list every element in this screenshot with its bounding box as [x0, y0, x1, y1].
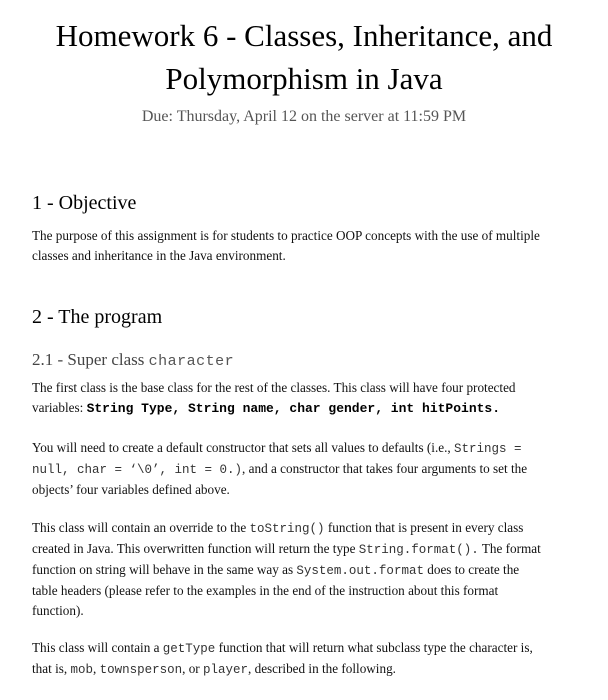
base-class-paragraph	[32, 378, 592, 419]
tostring-suffix-3: does to create the	[423, 562, 520, 577]
objective-paragraph	[32, 226, 592, 266]
objective-line-2: classes and inheritance in the Java environment.	[32, 248, 286, 263]
constructor-code-1: Strings =	[454, 442, 522, 456]
constructor-text-2: , and a constructor that takes four arguments to set the	[242, 461, 528, 476]
tostring-code-2: String.format().	[358, 543, 479, 557]
constructor-line-1	[32, 438, 592, 459]
gettype-suffix-2: , described in the following.	[248, 661, 396, 676]
title-line-2: Polymorphism in Java	[165, 61, 443, 96]
constructor-text-1: You will need to create a default constructor that sets all values to defaults (i.e.,	[32, 440, 454, 455]
section-heading-program: 2 - The program	[32, 306, 163, 328]
subsection-prefix: 2.1 - Super class	[32, 350, 149, 369]
page-title	[0, 14, 608, 100]
tostring-code-1: toString()	[249, 522, 325, 536]
gettype-paragraph	[32, 638, 592, 680]
gettype-sep-1: ,	[92, 661, 100, 676]
variables-label: variables:	[32, 400, 87, 415]
constructor-line-3: objects’ four variables defined above.	[32, 482, 230, 497]
constructor-line-2	[32, 459, 592, 480]
gettype-text-2: that is,	[32, 661, 71, 676]
tostring-suffix-2: The format	[478, 541, 541, 556]
tostring-line-3	[32, 560, 592, 581]
mob-code: mob	[70, 663, 93, 677]
tostring-line-2	[32, 539, 592, 560]
base-class-line-2	[32, 398, 592, 419]
tostring-paragraph	[32, 518, 592, 621]
gettype-code: getType	[162, 642, 216, 656]
due-date: Due: Thursday, April 12 on the server at 11:59 PM	[141, 108, 467, 125]
subsection-code: character	[148, 353, 235, 370]
gettype-text-1: This class will contain a	[32, 640, 163, 655]
title-line-1: Homework 6 - Classes, Inheritance, and	[55, 18, 553, 53]
gettype-suffix: function that will return what subclass type the character is,	[215, 640, 533, 655]
objective-line-1: The purpose of this assignment is for students to practice OOP concepts with the use of multiple	[32, 228, 540, 243]
tostring-code-3: System.out.format	[296, 564, 424, 578]
tostring-line-4: table headers (please refer to the examples in the end of the instruction about this format	[32, 583, 499, 598]
tostring-text-1: This class will contain an override to the	[32, 520, 250, 535]
tostring-text-2: created in Java. This overwritten function will return the type	[32, 541, 359, 556]
townsperson-code: townsperson	[99, 663, 183, 677]
base-class-line-1: The first class is the base class for the rest of the classes. This class will have four protected	[32, 380, 516, 395]
tostring-line-1	[32, 518, 592, 539]
constructor-code-2: null, char = ‘\0’, int = 0.)	[32, 463, 243, 477]
variables-code: String Type, String name, char gender, int hitPoints.	[86, 401, 501, 416]
tostring-text-3: function on string will behave in the same way as	[32, 562, 297, 577]
player-code: player	[202, 663, 248, 677]
gettype-line-2	[32, 659, 592, 680]
section-heading-objective: 1 - Objective	[32, 192, 137, 214]
tostring-suffix-1: function that is present in every class	[324, 520, 524, 535]
gettype-line-1	[32, 638, 592, 659]
constructor-paragraph	[32, 438, 592, 500]
tostring-line-5: function).	[32, 603, 84, 618]
gettype-sep-2: , or	[182, 661, 203, 676]
subsection-heading-super-class	[32, 350, 234, 370]
